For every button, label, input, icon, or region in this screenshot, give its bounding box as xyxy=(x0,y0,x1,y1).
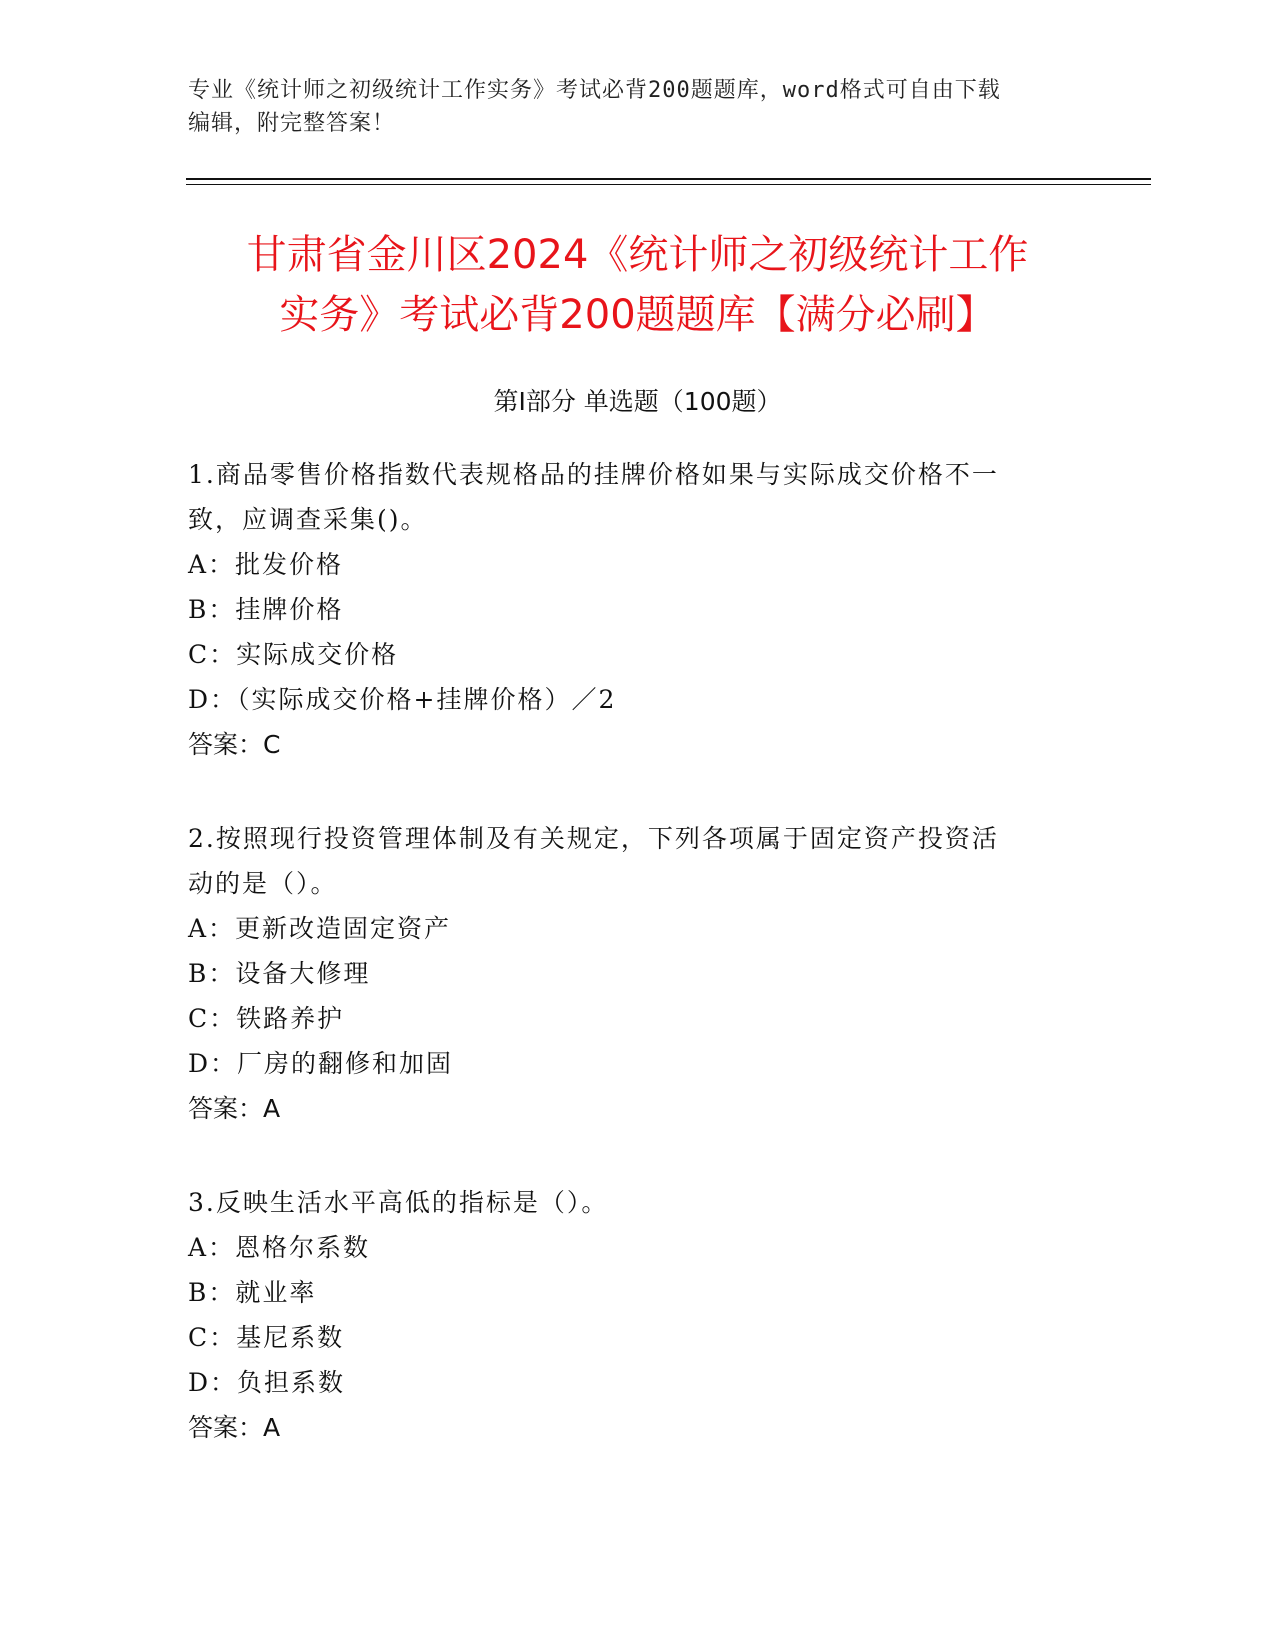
answer: 答案：A xyxy=(188,1413,281,1442)
question-stem-line-1: 1.商品零售价格指数代表规格品的挂牌价格如果与实际成交价格不一 xyxy=(188,460,999,489)
section-heading: 第Ⅰ部分 单选题（100题） xyxy=(493,387,782,416)
question-stem-line-2: 致，应调查采集()。 xyxy=(188,505,428,534)
header-note-line-1: 专业《统计师之初级统计工作实务》考试必背200题题库，word格式可自由下载 xyxy=(188,78,1001,103)
header-note-line-2: 编辑，附完整答案！ xyxy=(188,111,396,136)
question-stem-line-1: 2.按照现行投资管理体制及有关规定，下列各项属于固定资产投资活 xyxy=(188,824,999,853)
option-d: D：负担系数 xyxy=(188,1368,346,1397)
header-note xyxy=(188,74,1088,140)
option-a: A：批发价格 xyxy=(188,550,344,579)
answer: 答案：A xyxy=(188,1094,281,1123)
option-a: A：更新改造固定资产 xyxy=(188,914,452,943)
option-b: B：挂牌价格 xyxy=(188,595,344,624)
document-title xyxy=(150,225,1125,345)
question-3 xyxy=(188,1180,1068,1450)
option-c: C：实际成交价格 xyxy=(188,640,399,669)
option-a: A：恩格尔系数 xyxy=(188,1233,371,1262)
option-d: D：（实际成交价格+挂牌价格）／2 xyxy=(188,685,617,714)
option-c: C：基尼系数 xyxy=(188,1323,345,1352)
header-divider-thin xyxy=(186,184,1151,185)
question-1 xyxy=(188,452,1068,767)
header-divider-thick xyxy=(186,178,1151,180)
question-stem-line-1: 3.反映生活水平高低的指标是（）。 xyxy=(188,1188,609,1217)
document-title-line-2: 实务》考试必背200题题库【满分必刷】 xyxy=(279,292,996,338)
option-b: B：就业率 xyxy=(188,1278,317,1307)
document-title-line-1: 甘肃省金川区2024《统计师之初级统计工作 xyxy=(246,232,1029,278)
answer: 答案：C xyxy=(188,730,281,759)
option-c: C：铁路养护 xyxy=(188,1004,345,1033)
question-2 xyxy=(188,816,1068,1131)
question-stem-line-2: 动的是（）。 xyxy=(188,869,338,898)
option-b: B：设备大修理 xyxy=(188,959,371,988)
option-d: D：厂房的翻修和加固 xyxy=(188,1049,454,1078)
